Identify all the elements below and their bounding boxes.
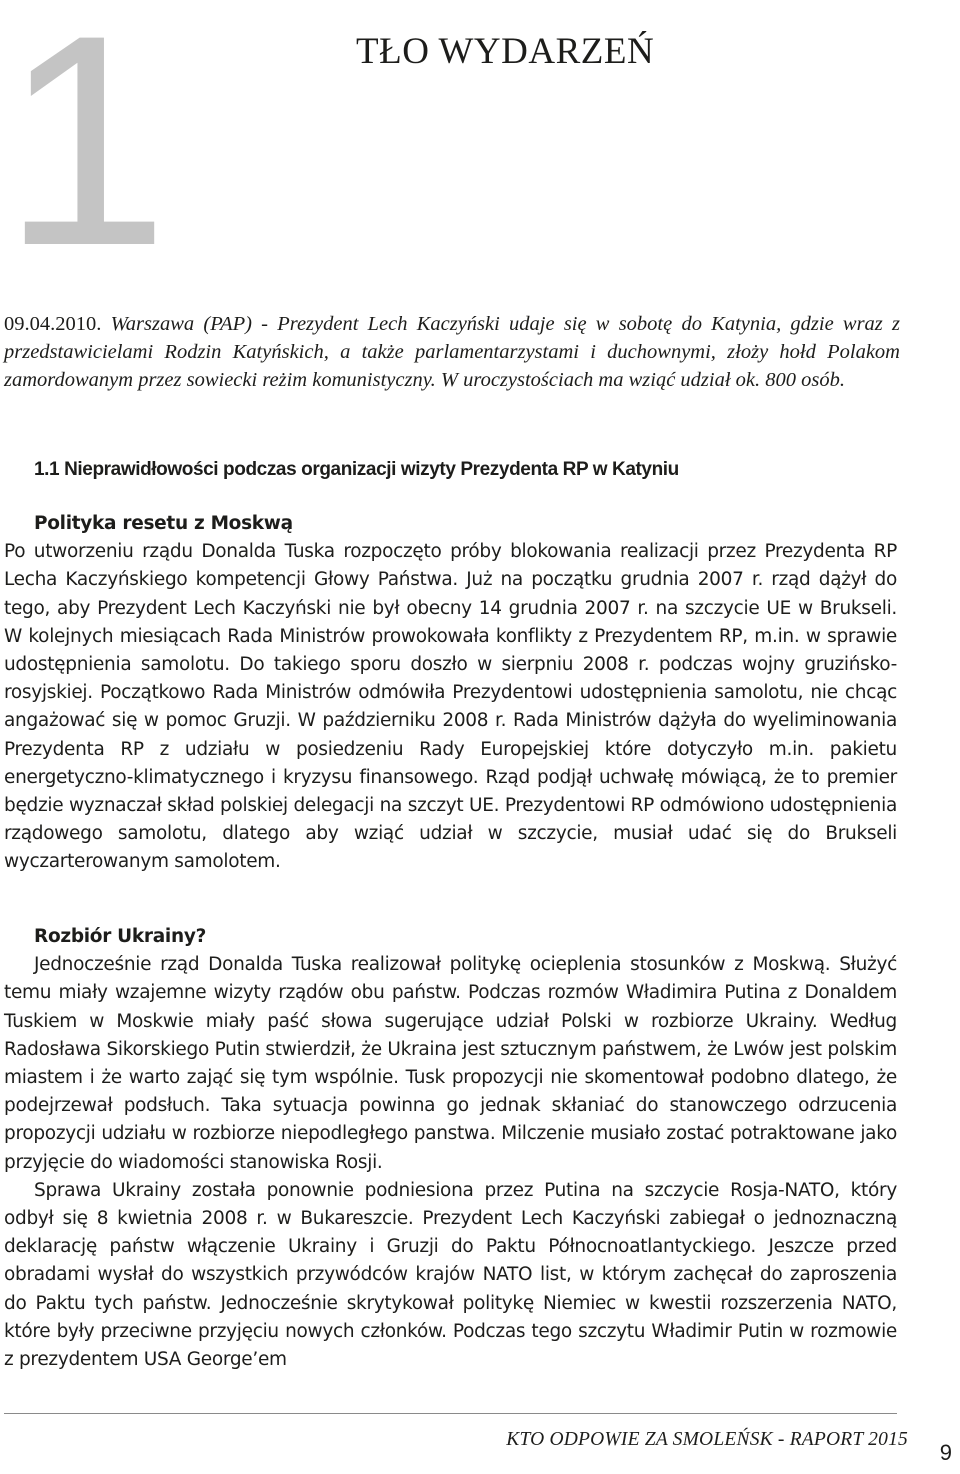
subheading-rozbior: Rozbiór Ukrainy?: [34, 926, 207, 947]
intro-text: Warszawa (PAP) - Prezydent Lech Kaczyński udaje się w sobotę do Katynia, gdzie wraz z przedstawicielami Rodzin Katyńskich, a także parlamentarzystami i duchownymi, złoży hołd Polakom zamordowanym przez sowiecki reżim komunistyczny. W uroczystościach ma wziąć udział ok. 800 osób.: [4, 313, 900, 391]
subheading-polityka: Polityka resetu z Moskwą: [34, 513, 293, 534]
footer-divider: [4, 1413, 897, 1414]
section-rozbior: [4, 923, 897, 1374]
paragraph-polityka: Po utworzeniu rządu Donalda Tuska rozpoczęto próby blokowania realizacji przez Prezydenta RP Lecha Kaczyńskiego kompetencji Głowy Państwa. Już na początku grudnia 2007 r. rząd dążył do tego, aby Prezydent Lech Kaczyński nie był obecny 14 grudnia 2007 r. na szczycie UE w Brukseli. W kolejnych miesiącach Rada Ministrów prowokowała konflikty z Prezydentem RP, m.in. w sprawie udostępnienia samolotu. Do takiego sporu doszło w sierpniu 2008 r. podczas wojny gruzińsko-rosyjskiej. Początkowo Rada Ministrów odmówiła Prezydentowi udostępnienia samolotu, nie chcąc angażować się w pomoc Gruzji. W październiku 2008 r. Rada Ministrów dążyła do wyeliminowania Prezydenta RP z udziału w posiedzeniu Rady Europejskiej które dotyczyło m.in. pakietu energetyczno-klimatycznego i kryzysu finansowego. Rząd podjął uchwałę mówiącą, że to premier będzie wyznaczał skład polskiej delegacji na szczyt UE. Prezydentowi RP odmówiono udostępnienia rządowego samolotu, dlatego aby wziąć udział w szczycie, musiał udać się do Brukseli wyczarterowanym samolotem.: [4, 541, 897, 873]
footer-running-title: KTO ODPOWIE ZA SMOLEŃSK - RAPORT 2015: [506, 1429, 908, 1450]
paragraph-rozbior-1: Jednocześnie rząd Donalda Tuska realizował politykę ocieplenia stosunków z Moskwą. Służyć temu miały wzajemne wizyty rządów obu państw. Podczas rozmów Władimira Putina z Donaldem Tuskiem w Moskwie miały paść słowa sugerujące udział Polski w rozbiorze Ukrainy. Według Radosława Sikorskiego Putin stwierdził, że Ukraina jest sztucznym państwem, że Lwów jest polskim miastem i że warto zająć się tym wspólnie. Tusk propozycji nie skomentował podobno dlatego, że podejrzewał podsłuch. Taka sytuacja powinna go jednak skłaniać do stanowczego odrzucenia propozycji udziału w rozbiorze niepodległego panstwa. Milczenie musiało zostać potraktowane jako przyjęcie do wiadomości stanowiska Rosji.: [4, 954, 897, 1173]
paragraph-rozbior-2: Sprawa Ukrainy została ponownie podniesiona przez Putina na szczycie Rosja-NATO, który odbył się 8 kwietnia 2008 r. w Bukareszcie. Prezydent Lech Kaczyński zabiegał o jednoznaczną deklarację państw włączenie Ukrainy i Gruzji do Paktu Północnoatlantyckiego. Jeszcze przed obradami wysłał do wszystkich przywódców krajów NATO list, w którym zachęcał do zaproszenia do Paktu tych państw. Jednocześnie skrytykował politykę Niemiec w kwestii rozszerzenia NATO, które były przeciwne przyjęciu nowych członków. Podczas tego szczytu Władimir Putin w rozmowie z prezydentem USA George’em: [4, 1179, 897, 1371]
chapter-number: 1: [2, 0, 157, 308]
intro-paragraph: [4, 310, 900, 394]
chapter-title: TŁO WYDARZEŃ: [356, 31, 655, 72]
section-polityka: [4, 510, 897, 877]
intro-date: 09.04.2010.: [4, 313, 102, 335]
section-heading: 1.1 Nieprawidłowości podczas organizacji wizyty Prezydenta RP w Katyniu: [34, 459, 679, 480]
page-number: 9: [939, 1440, 952, 1465]
